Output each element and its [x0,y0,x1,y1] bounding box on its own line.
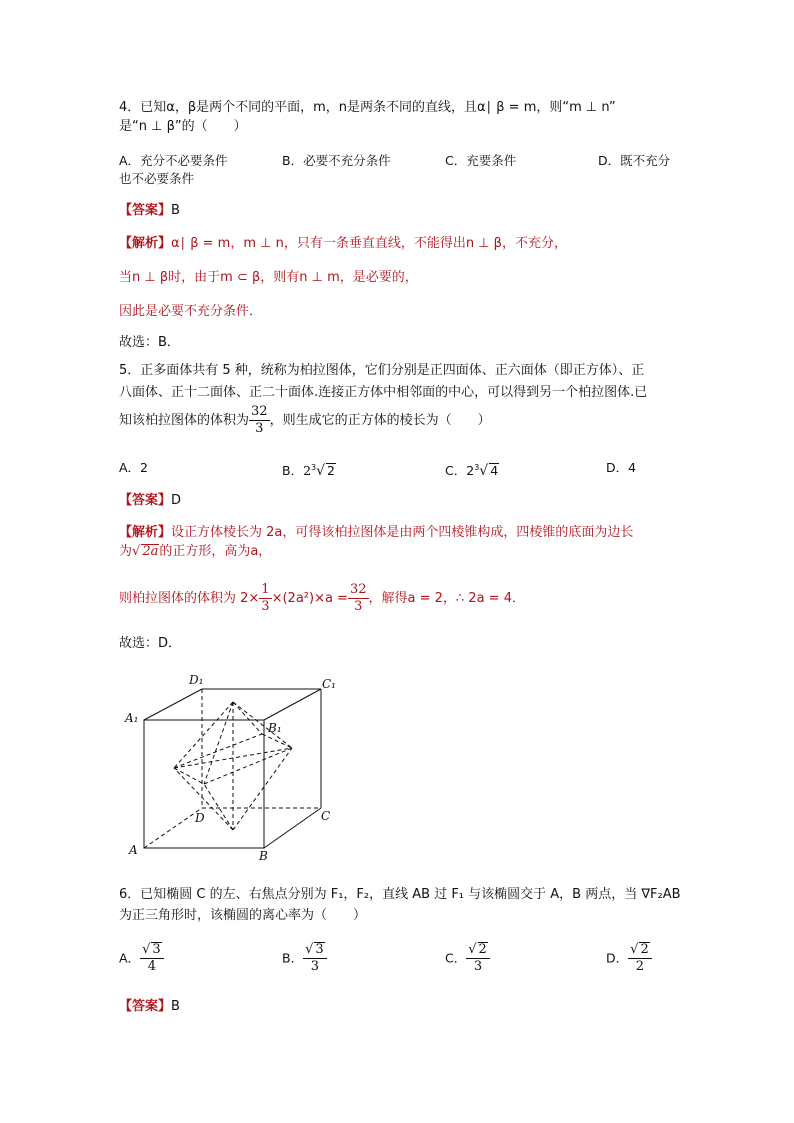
q4-option-d-cont: 也不必要条件 [119,171,195,186]
radicand: 2 [327,463,335,479]
q4-analysis-line1 [119,235,567,253]
fraction-denominator: 4 [147,959,156,974]
fraction-result [348,582,369,615]
q5-option-a: A．2 [119,460,149,475]
vertex-label-d1: D₁ [189,673,204,687]
q4-stem-line2: 是“n ⊥ β”的（ ） [119,119,247,134]
radical-coefficient: 2 [466,463,475,479]
radical-sign-icon: √ [479,463,489,480]
octahedron-edge [204,784,233,830]
option-fraction [628,942,652,975]
analysis-text: ，解得a = 2，∴ 2a = 4． [368,591,525,606]
q4-analysis-text1: α∣ β = m，m ⊥ n，只有一条垂直直线，不能得出n ⊥ β，不充分， [171,236,567,251]
radical-sign-icon: √ [316,463,326,480]
radicand: 3 [315,942,324,957]
q5-answer-value: D [171,493,182,508]
q4-stem-line1: 4．已知α，β是两个不同的平面，m，n是两条不同的直线，且α∣ β = m，则“m ⊥ n” [119,100,616,115]
option-fraction [140,942,164,975]
q6-option-c [445,942,490,975]
q5-analysis-line1 [119,524,633,542]
cube-hidden-edge [144,808,202,848]
q5-stem-line3-post: ，则生成它的正方体的棱长为（ ） [269,413,491,428]
option-letter: B． [282,950,304,966]
q6-option-a [119,942,164,975]
fraction-denominator: 3 [261,599,270,614]
radical-index: 3 [311,463,317,472]
cube-octahedron-figure [119,668,349,868]
radicand: 2a [142,544,159,559]
option-letter: C． [445,950,467,966]
octahedron-edge [233,702,292,748]
fraction-one-third [259,582,271,615]
vertex-label-c1: C₁ [322,677,336,691]
analysis-text: 的正方形，高为a， [159,544,272,559]
q4-option-d: D．既不充分 [598,153,671,168]
octahedron-edge [174,734,262,768]
answer-tag: 【答案】 [119,999,172,1014]
radicand: 2 [478,942,487,957]
q6-option-b [282,942,327,975]
q4-option-a: A．充分不必要条件 [119,153,228,168]
cube-edge [264,689,321,720]
q5-answer [119,492,181,510]
radical-coefficient: 2 [303,463,312,479]
vertex-label-c: C [321,809,331,823]
fraction-denominator: 3 [354,599,363,614]
answer-tag: 【答案】 [119,493,172,508]
radical-sign-icon: √ [132,544,141,559]
q5-stem-line1: 5．正多面体共有 5 种，统称为柏拉图体，它们分别是正四面体、正六面体（即正方体）、正 [119,363,645,378]
q5-stem-line3-pre: 知该柏拉图体的体积为 [119,413,250,428]
vertex-label-b: B [259,849,268,863]
octahedron-edge [262,734,292,748]
vertex-label-a1: A₁ [125,711,139,725]
analysis-text: ×(2a²)×a = [271,591,348,606]
q6-answer [119,998,180,1016]
vertex-label-a: A [129,843,138,857]
fraction-numerator [140,942,164,959]
octahedron-edge [204,702,233,784]
analysis-text: 为 [119,544,133,559]
analysis-tag: 【解析】 [119,525,172,540]
fraction-denominator: 3 [473,959,483,974]
q5-stem-line2: 八面体、正十二面体、正二十面体.连接正方体中相邻面的中心，可以得到另一个柏拉图体.已 [119,385,648,400]
vertex-label-b1: B₁ [268,721,282,735]
option-fraction [303,942,327,975]
q5-conclusion: 故选：D． [119,636,182,651]
q4-answer [119,202,180,220]
q4-answer-value: B [171,203,180,218]
answer-tag: 【答案】 [119,203,172,218]
q5-option-d: D．4 [606,460,637,475]
q6-stem-line2: 为正三角形时，该椭圆的离心率为（ ） [119,908,367,923]
radical-sign-icon: √ [305,942,314,957]
fraction-numerator: 32 [251,404,268,419]
q4-analysis-line2: 当n ⊥ β时，由于m ⊂ β，则有n ⊥ m，是必要的， [119,270,418,285]
q4-option-b: B．必要不充分条件 [282,153,391,168]
fraction-denominator: 3 [255,421,264,436]
cube-edge [144,689,202,720]
fraction-numerator: 1 [261,582,270,597]
q4-option-c: C．充要条件 [445,153,517,168]
q5-analysis-line2 [119,543,271,561]
octahedron-edge [174,702,233,768]
fraction-numerator [303,942,327,959]
radicand: 2 [640,942,649,957]
option-letter: C． [445,463,467,479]
option-letter: D． [606,950,629,966]
radicand: 4 [490,463,499,479]
vertex-label-d: D [195,811,205,825]
analysis-tag: 【解析】 [119,236,172,251]
q5-volume-fraction [249,404,270,437]
octahedron-edge [233,702,262,734]
q5-analysis-text1: 设正方体棱长为 2a，可得该柏拉图体是由两个四棱锥构成，四棱锥的底面为边长 [171,525,634,540]
octahedron-edge [174,768,204,784]
radical-index: 3 [474,463,480,472]
q5-analysis-line3 [119,582,525,616]
fraction-numerator [628,942,652,959]
q6-stem-line1: 6．已知椭圆 C 的左、右焦点分别为 F₁，F₂，直线 AB 过 F₁ 与该椭圆交于 A，B 两点，当 ∇F₂AB [119,887,681,902]
radical-sign-icon: √ [142,942,151,957]
q4-conclusion: 故选：B． [119,335,180,350]
cube-edge [264,808,321,848]
q6-answer-value: B [171,999,180,1014]
radical-sign-icon: √ [468,942,477,957]
fraction-numerator [466,942,490,959]
analysis-text: 则柏拉图体的体积为 2× [119,591,260,606]
q5-option-c [445,459,499,480]
q4-analysis-line3: 因此是必要不充分条件． [119,304,263,319]
q5-option-b [282,459,336,480]
radicand: 3 [152,942,161,957]
q5-stem-line3 [119,404,491,438]
option-fraction [466,942,490,975]
fraction-numerator: 32 [349,582,367,597]
radical-sign-icon: √ [630,942,639,957]
option-letter: B． [282,463,304,479]
q6-option-d [606,942,652,975]
fraction-denominator: 3 [310,959,319,974]
fraction-denominator: 2 [635,959,645,974]
option-letter: A． [119,950,141,966]
